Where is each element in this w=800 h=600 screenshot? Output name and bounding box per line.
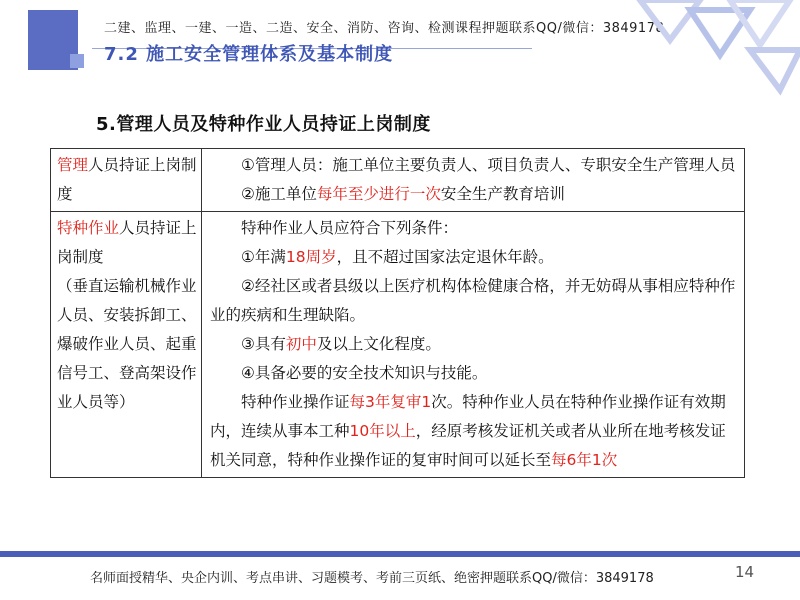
content-text: ②施工单位 bbox=[241, 185, 317, 203]
content-line bbox=[210, 180, 738, 209]
row-header-text: 人员持证上岗制度 bbox=[57, 219, 197, 266]
content-highlight: 18周岁 bbox=[285, 248, 337, 266]
row-header-highlight: 管理 bbox=[57, 156, 89, 174]
content-highlight: 10年以上 bbox=[349, 422, 416, 440]
footer-bar bbox=[0, 551, 800, 557]
row-header-highlight: 特种作业 bbox=[57, 219, 120, 237]
logo-block bbox=[28, 10, 78, 70]
content-table bbox=[50, 148, 745, 478]
row-content-cell bbox=[202, 149, 745, 212]
row-header-cell bbox=[51, 149, 202, 212]
row-content-cell bbox=[202, 212, 745, 478]
content-highlight: 每3年复审1 bbox=[349, 393, 432, 411]
content-line bbox=[210, 330, 738, 359]
section-title: 7.2 施工安全管理体系及基本制度 bbox=[104, 44, 394, 65]
content-line: ①管理人员：施工单位主要负责人、项目负责人、专职安全生产管理人员 bbox=[241, 156, 736, 174]
decorative-triangles bbox=[580, 0, 800, 110]
content-text: ，经原考核发证机关或者从业所在地考核发证机关同意，特种作业操作证的复审时间可以延长至 bbox=[210, 422, 726, 469]
page-number: 14 bbox=[735, 563, 755, 581]
content-line: ④具备必要的安全技术知识与技能。 bbox=[241, 364, 488, 382]
header-promo-text: 二建、监理、一建、一造、二造、安全、消防、咨询、检测课程押题联系QQ/微信：3849178 bbox=[104, 21, 665, 36]
content-line: 特种作业人员应符合下列条件： bbox=[241, 219, 459, 237]
content-line: ②经社区或者县级以上医疗机构体检健康合格，并无妨碍从事相应特种作业的疾病和生理缺陷。 bbox=[210, 277, 736, 324]
content-text: 次。特种作业人员在特种作业操作证有效期内，连续从事本工种 bbox=[210, 393, 726, 440]
row-header-note: （垂直运输机械作业人员、安装拆卸工、爆破作业人员、起重信号工、登高架设作业人员等） bbox=[57, 277, 197, 411]
content-text: 及以上文化程度。 bbox=[316, 335, 441, 353]
content-highlight: 每年至少进行一次 bbox=[316, 185, 441, 203]
table-row bbox=[51, 149, 745, 212]
slide-subtitle: 5.管理人员及特种作业人员持证上岗制度 bbox=[96, 114, 431, 135]
content-text: ①年满 bbox=[241, 248, 286, 266]
footer-promo-text: 名师面授精华、央企内训、考点串讲、习题模考、考前三页纸、绝密押题联系QQ/微信：3849178 bbox=[90, 571, 654, 586]
row-header-cell bbox=[51, 212, 202, 478]
content-highlight: 初中 bbox=[285, 335, 317, 353]
content-text: 安全生产教育培训 bbox=[440, 185, 565, 203]
content-text: 特种作业操作证 bbox=[241, 393, 350, 411]
content-line bbox=[210, 388, 738, 475]
content-text: ③具有 bbox=[241, 335, 286, 353]
content-text: ，且不超过国家法定退休年龄。 bbox=[336, 248, 554, 266]
content-line bbox=[210, 243, 738, 272]
content-highlight: 每6年1次 bbox=[551, 451, 618, 469]
table-row bbox=[51, 212, 745, 478]
row-header-text: 人员持证上岗制度 bbox=[57, 156, 197, 203]
